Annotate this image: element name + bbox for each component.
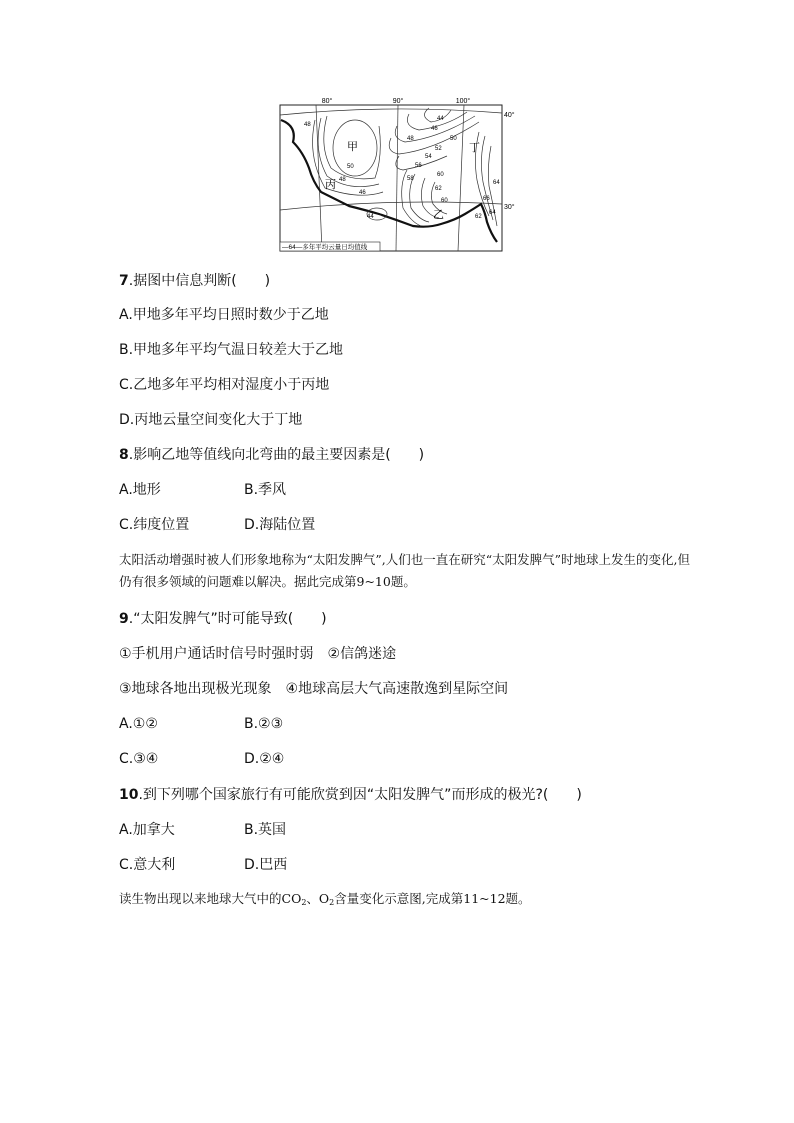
question-7-option-a: A.甲地多年平均日照时数少于乙地 — [119, 307, 329, 323]
isoline-label: 48 — [407, 136, 414, 142]
question-10-option-b: B.英国 — [244, 822, 287, 838]
lon-label-90: 90° — [392, 98, 404, 105]
question-7-option-d: D.丙地云量空间变化大于丁地 — [119, 412, 303, 428]
question-9-option-d: D.②④ — [244, 751, 285, 767]
question-7-option-b: B.甲地多年平均气温日较差大于乙地 — [119, 342, 344, 358]
question-9-option-c: C.③④ — [119, 751, 159, 767]
passage-intro-11-12: 读生物出现以来地球大气中的$CO_2$、$O_2$含量变化示意图,完成第11~12题。 — [119, 891, 531, 907]
isoline-label: 52 — [435, 146, 442, 152]
isoline-label: 66 — [483, 196, 490, 202]
place-label-jia: 甲 — [347, 141, 358, 153]
isoline-label: 44 — [367, 214, 374, 220]
lat-label-30: 30° — [504, 204, 515, 211]
place-label-ding: 丁 — [469, 142, 480, 154]
isoline-label: 44 — [437, 116, 444, 122]
lat-label-40: 40° — [504, 112, 515, 119]
isoline-label: 64 — [493, 180, 500, 186]
place-label-bing: 丙 — [325, 179, 336, 191]
question-8-option-c: C.纬度位置 — [119, 517, 190, 533]
question-10-option-c: C.意大利 — [119, 857, 176, 873]
isoline-label: 56 — [415, 163, 422, 169]
isoline-label: 50 — [347, 164, 354, 170]
question-9-items-1: ①手机用户通话时信号时强时弱 ②信鸽迷途 — [119, 646, 397, 662]
isoline-label: 58 — [407, 176, 414, 182]
isoline-label: 48 — [339, 177, 346, 183]
question-7-stem: 7.据图中信息判断( ) — [119, 273, 271, 289]
question-8-option-d: D.海陆位置 — [244, 517, 316, 533]
isoline-label: 48 — [304, 122, 311, 128]
passage-intro-9-10: 太阳活动增强时被人们形象地称为“太阳发脾气”,人们也一直在研究“太阳发脾气”时地球上发生的变化,但仍有很多领域的问题难以解决。据此完成第9~10题。 — [119, 552, 691, 589]
lon-label-80: 80° — [321, 98, 333, 105]
question-9-stem: 9.“太阳发脾气”时可能导致( ) — [119, 611, 327, 627]
isoline-label: 46 — [359, 190, 366, 196]
question-8-option-b: B.季风 — [244, 482, 287, 498]
question-10-option-a: A.加拿大 — [119, 822, 175, 838]
isoline-label: 50 — [450, 136, 457, 142]
cloud-cover-map — [279, 96, 519, 254]
isoline-label: 62 — [435, 186, 442, 192]
isoline-label: 64 — [489, 210, 496, 216]
question-9-items-2: ③地球各地出现极光现象 ④地球高层大气高速散逸到星际空间 — [119, 681, 509, 697]
question-9-option-b: B.②③ — [244, 716, 284, 732]
isoline-label: 54 — [425, 154, 432, 160]
isoline-label: 60 — [437, 172, 444, 178]
isoline-label: 62 — [475, 214, 482, 220]
question-7-option-c: C.乙地多年平均相对湿度小于丙地 — [119, 377, 330, 393]
place-label-yi: 乙 — [433, 209, 444, 221]
question-9-option-a: A.①② — [119, 716, 158, 732]
question-8-stem: 8.影响乙地等值线向北弯曲的最主要因素是( ) — [119, 447, 425, 463]
isoline-label: 46 — [431, 126, 438, 132]
isoline-label: 60 — [441, 198, 448, 204]
map-legend: —64—多年平均云量日均值线 — [282, 244, 368, 251]
question-10-stem: 10.到下列哪个国家旅行有可能欣赏到因“太阳发脾气”而形成的极光?( ) — [119, 787, 582, 803]
question-8-option-a: A.地形 — [119, 482, 161, 498]
question-10-option-d: D.巴西 — [244, 857, 288, 873]
lon-label-100: 100° — [455, 98, 471, 105]
